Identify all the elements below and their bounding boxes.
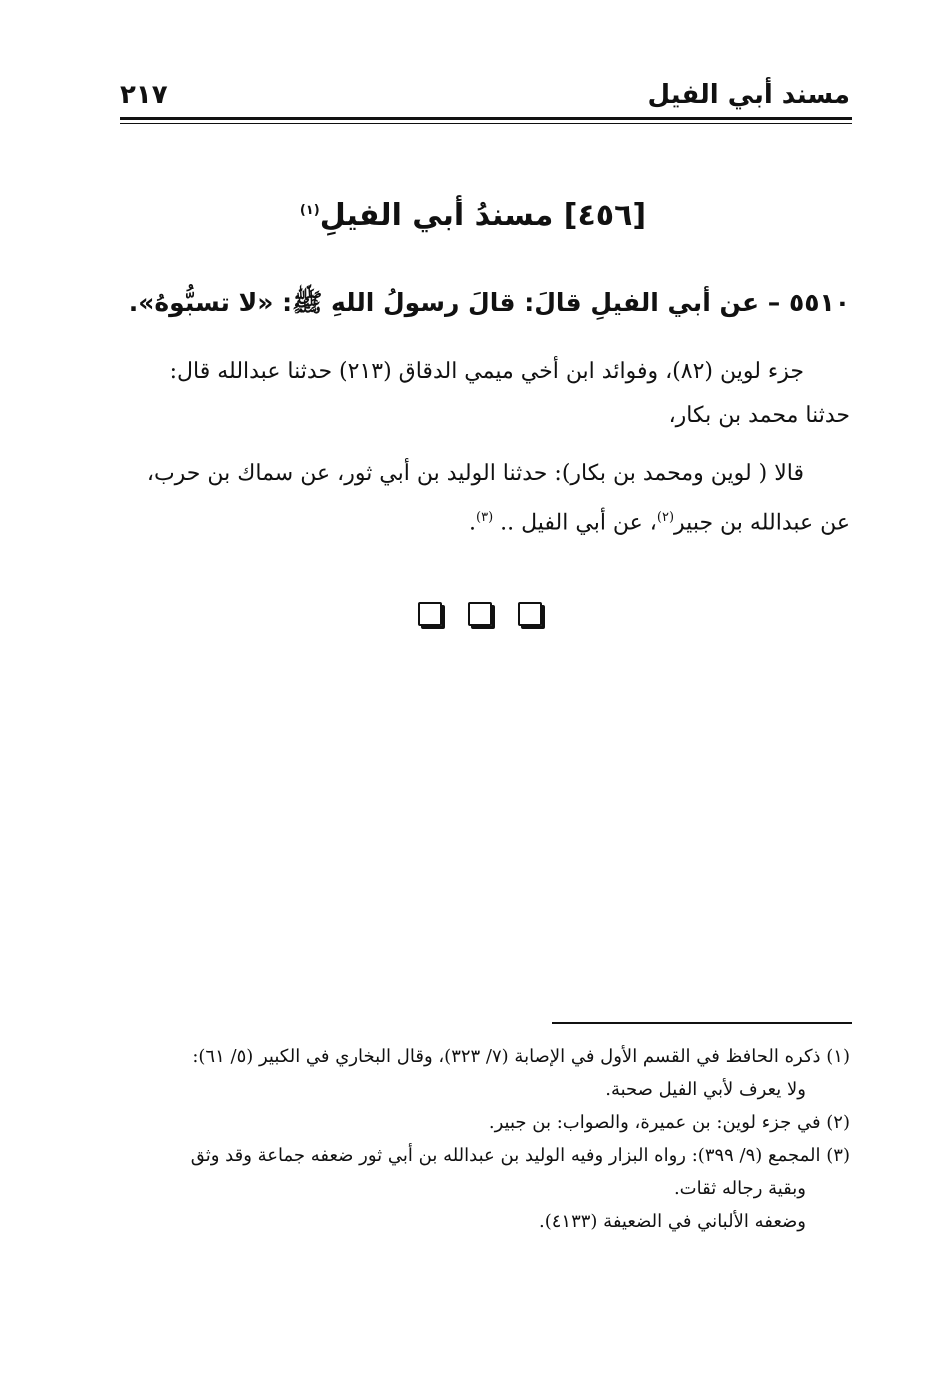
ornament-square-icon [518, 602, 542, 626]
footnote-3-line-2: وبقية رجاله ثقات. [673, 1178, 806, 1199]
footnote-3-line-3: وضعفه الألباني في الضعيفة (٤١٣٣). [539, 1211, 806, 1232]
hadith-text: ٥٥١٠ – عن أبي الفيلِ قالَ: قالَ رسولُ اللهِ ﷺ: «لا تسبُّوهُ». [128, 288, 850, 317]
footnotes [114, 1040, 850, 1238]
isnad-p1-line2: حدثنا محمد بن بكار، [668, 403, 850, 428]
footnote-ref-3: (٣) [476, 510, 494, 525]
running-header-title: مسند أبي الفيل [647, 80, 850, 110]
isnad-paragraph-1 [110, 350, 850, 438]
isnad-p2-line1: قالا ( لوين ومحمد بن بكار): حدثنا الوليد بن أبي ثور، عن سماك بن حرب، [146, 461, 804, 486]
footnote-1-line-2: ولا يعرف لأبي الفيل صحبة. [605, 1079, 806, 1100]
isnad-p2-line2a: عن عبدالله بن جبير [674, 510, 850, 536]
footnote-ref-1: (١) [299, 203, 320, 218]
page-number: ٢١٧ [120, 80, 168, 110]
isnad-p2-line2b: ، عن أبي الفيل .. [493, 510, 657, 536]
header-rule-thin [120, 123, 852, 124]
footnote-ref-2: (٢) [656, 510, 675, 525]
footnote-3-line-1: (٣) المجمع (٩/ ٣٩٩): رواه البزار وفيه الوليد بن عبدالله بن أبي ثور ضعفه جماعة وقد وثق [190, 1145, 850, 1166]
section-end-ornament [418, 602, 548, 632]
ornament-square-icon [418, 602, 442, 626]
section-heading [0, 198, 946, 233]
section-heading-text: [٤٥٦] مسندُ أبي الفيلِ [319, 198, 647, 233]
ornament-square-icon [468, 602, 492, 626]
footnote-2-line-1: (٢) في جزء لوين: بن عميرة، والصواب: بن جبير. [488, 1112, 850, 1133]
header-rule-thick [120, 117, 852, 120]
footnote-separator [552, 1022, 852, 1024]
isnad-paragraph-2 [110, 452, 850, 545]
isnad-p1-line1: جزء لوين (٨٢)، وفوائد ابن أخي ميمي الدقاق (٢١٣) حدثنا عبدالله قال: [169, 359, 804, 384]
footnote-1-line-1: (١) ذكره الحافظ في القسم الأول في الإصابة (٧/ ٣٢٣)، وقال البخاري في الكبير (٥/ ٦١): [192, 1046, 850, 1067]
isnad-p2-line2-end: . [469, 510, 477, 536]
